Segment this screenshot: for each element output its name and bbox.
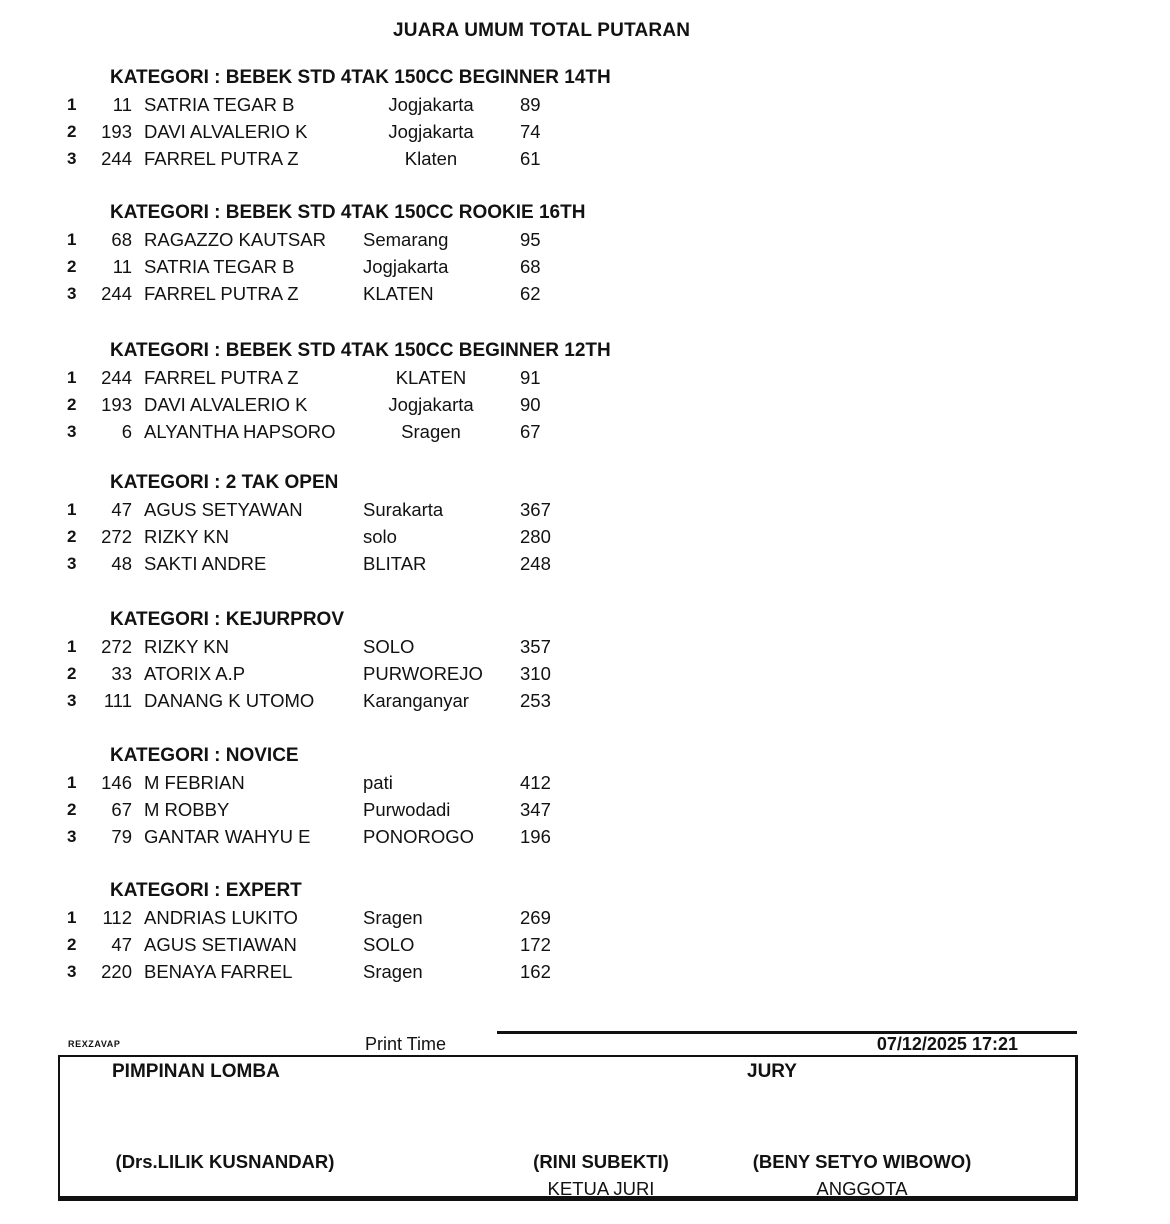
- city-cell: PURWOREJO: [363, 663, 483, 684]
- signature-role: ANGGOTA: [816, 1178, 908, 1199]
- print-time-value: 07/12/2025 17:21: [876, 1034, 1018, 1054]
- result-row: [0, 931, 1170, 958]
- rank-cell: 1: [67, 95, 77, 114]
- rank-cell: 3: [67, 827, 77, 846]
- number-cell: 244: [101, 367, 132, 388]
- points-cell: 412: [520, 772, 551, 793]
- number-cell: 244: [101, 148, 132, 169]
- rank-cell: 1: [67, 500, 77, 519]
- city-cell: Jogjakarta: [388, 121, 474, 142]
- number-cell: 111: [103, 690, 132, 711]
- city-cell: Jogjakarta: [363, 256, 449, 277]
- left-box-title: PIMPINAN LOMBA: [112, 1061, 280, 1082]
- result-row: [0, 118, 1170, 145]
- signature-right: [732, 1148, 992, 1202]
- city-cell: Sragen: [363, 961, 423, 982]
- result-row: [0, 633, 1170, 660]
- city-cell: pati: [363, 772, 393, 793]
- number-cell: 47: [111, 934, 132, 955]
- city-cell: Semarang: [363, 229, 449, 250]
- name-cell: M FEBRIAN: [144, 772, 245, 793]
- signature-name: (RINI SUBEKTI): [533, 1151, 669, 1172]
- signature-role: KETUA JURI: [547, 1178, 655, 1199]
- points-cell: 280: [520, 526, 551, 547]
- category-header: KATEGORI : NOVICE: [110, 745, 299, 766]
- city-cell: Surakarta: [363, 499, 444, 520]
- result-row: [0, 904, 1170, 931]
- points-cell: 310: [520, 663, 551, 684]
- points-cell: 89: [520, 94, 541, 115]
- city-cell: Klaten: [404, 148, 458, 169]
- name-cell: SATRIA TEGAR B: [144, 94, 295, 115]
- rank-cell: 1: [67, 908, 77, 927]
- result-row: [0, 796, 1170, 823]
- city-cell: Jogjakarta: [388, 94, 474, 115]
- number-cell: 48: [111, 553, 132, 574]
- city-cell: BLITAR: [363, 553, 427, 574]
- page-title: JUARA UMUM TOTAL PUTARAN: [393, 20, 691, 41]
- name-cell: ANDRIAS LUKITO: [144, 907, 298, 928]
- number-cell: 11: [112, 94, 132, 115]
- city-cell: solo: [363, 526, 397, 547]
- name-cell: RIZKY KN: [144, 636, 229, 657]
- rank-cell: 2: [67, 800, 77, 819]
- name-cell: AGUS SETIAWAN: [144, 934, 297, 955]
- category-section: [0, 199, 1170, 307]
- name-cell: ATORIX A.P: [144, 663, 246, 684]
- name-cell: FARREL PUTRA Z: [144, 367, 299, 388]
- result-row: [0, 660, 1170, 687]
- signature-center: [471, 1148, 731, 1202]
- rank-cell: 1: [67, 230, 77, 249]
- signature-box: [58, 1055, 1078, 1201]
- name-cell: DAVI ALVALERIO K: [144, 394, 308, 415]
- category-header: KATEGORI : EXPERT: [110, 880, 302, 901]
- points-cell: 90: [520, 394, 541, 415]
- points-cell: 91: [520, 367, 541, 388]
- city-cell: PONOROGO: [363, 826, 475, 847]
- result-row: [0, 523, 1170, 550]
- number-cell: 67: [111, 799, 132, 820]
- number-cell: 79: [111, 826, 132, 847]
- number-cell: 272: [101, 526, 132, 547]
- points-cell: 67: [520, 421, 541, 442]
- rank-cell: 1: [67, 637, 77, 656]
- rank-cell: 3: [67, 691, 77, 710]
- number-cell: 220: [101, 961, 132, 982]
- name-cell: BENAYA FARREL: [144, 961, 293, 982]
- name-cell: ALYANTHA HAPSORO: [144, 421, 336, 442]
- rank-cell: 3: [67, 962, 77, 981]
- city-cell: Sragen: [401, 421, 461, 442]
- rank-cell: 3: [67, 422, 77, 441]
- right-box-title: JURY: [747, 1061, 797, 1082]
- result-row: [0, 496, 1170, 523]
- city-cell: Jogjakarta: [388, 394, 474, 415]
- category-section: [0, 64, 1170, 172]
- name-cell: RAGAZZO KAUTSAR: [144, 229, 326, 250]
- points-cell: 172: [520, 934, 551, 955]
- rank-cell: 2: [67, 122, 77, 141]
- points-cell: 253: [520, 690, 551, 711]
- rank-cell: 3: [67, 149, 77, 168]
- city-cell: SOLO: [363, 934, 415, 955]
- name-cell: DAVI ALVALERIO K: [144, 121, 308, 142]
- number-cell: 112: [102, 907, 132, 928]
- points-cell: 357: [520, 636, 551, 657]
- number-cell: 33: [111, 663, 132, 684]
- points-cell: 95: [520, 229, 541, 250]
- points-cell: 196: [520, 826, 551, 847]
- name-cell: M ROBBY: [144, 799, 230, 820]
- points-cell: 269: [520, 907, 551, 928]
- name-cell: FARREL PUTRA Z: [144, 283, 299, 304]
- signature-name: (BENY SETYO WIBOWO): [752, 1151, 972, 1172]
- rank-cell: 3: [67, 284, 77, 303]
- number-cell: 193: [101, 394, 132, 415]
- points-cell: 367: [520, 499, 551, 520]
- category-header: KATEGORI : BEBEK STD 4TAK 150CC BEGINNER 14TH: [110, 67, 611, 88]
- result-row: [0, 687, 1170, 714]
- rank-cell: 2: [67, 527, 77, 546]
- result-row: [0, 958, 1170, 985]
- name-cell: SATRIA TEGAR B: [144, 256, 295, 277]
- category-section: [0, 337, 1170, 445]
- category-section: [0, 469, 1170, 577]
- city-cell: KLATEN: [363, 283, 434, 304]
- points-cell: 248: [520, 553, 551, 574]
- watermark-text: REXZAVAP: [68, 1039, 121, 1049]
- result-row: [0, 253, 1170, 280]
- rank-cell: 2: [67, 664, 77, 683]
- number-cell: 47: [111, 499, 132, 520]
- result-row: [0, 391, 1170, 418]
- result-row: [0, 91, 1170, 118]
- print-time-label: Print Time: [365, 1034, 447, 1054]
- result-row: [0, 145, 1170, 172]
- points-cell: 61: [520, 148, 541, 169]
- rank-cell: 1: [67, 773, 77, 792]
- result-row: [0, 823, 1170, 850]
- result-row: [0, 280, 1170, 307]
- result-row: [0, 418, 1170, 445]
- number-cell: 68: [111, 229, 132, 250]
- category-header: KATEGORI : BEBEK STD 4TAK 150CC BEGINNER 12TH: [110, 340, 611, 361]
- number-cell: 146: [101, 772, 132, 793]
- category-header: KATEGORI : BEBEK STD 4TAK 150CC ROOKIE 16TH: [110, 202, 586, 223]
- name-cell: FARREL PUTRA Z: [144, 148, 299, 169]
- category-section: [0, 877, 1170, 985]
- points-cell: 347: [520, 799, 551, 820]
- city-cell: Sragen: [363, 907, 423, 928]
- category-section: [0, 606, 1170, 714]
- city-cell: Purwodadi: [363, 799, 451, 820]
- city-cell: Karanganyar: [363, 690, 469, 711]
- points-cell: 68: [520, 256, 541, 277]
- name-cell: AGUS SETYAWAN: [144, 499, 303, 520]
- city-cell: KLATEN: [395, 367, 467, 388]
- rank-cell: 2: [67, 395, 77, 414]
- points-cell: 162: [520, 961, 551, 982]
- rank-cell: 2: [67, 257, 77, 276]
- result-row: [0, 550, 1170, 577]
- result-row: [0, 226, 1170, 253]
- name-cell: GANTAR WAHYU E: [144, 826, 311, 847]
- signature-left: [70, 1148, 380, 1175]
- number-cell: 272: [101, 636, 132, 657]
- points-cell: 74: [520, 121, 541, 142]
- category-header: KATEGORI : 2 TAK OPEN: [110, 472, 339, 493]
- number-cell: 11: [112, 256, 132, 277]
- category-header: KATEGORI : KEJURPROV: [110, 609, 345, 630]
- rank-cell: 1: [67, 368, 77, 387]
- result-row: [0, 769, 1170, 796]
- name-cell: DANANG K UTOMO: [144, 690, 315, 711]
- points-cell: 62: [520, 283, 541, 304]
- number-cell: 6: [121, 421, 132, 442]
- signature-name: (Drs.LILIK KUSNANDAR): [115, 1151, 335, 1172]
- name-cell: RIZKY KN: [144, 526, 229, 547]
- city-cell: SOLO: [363, 636, 415, 657]
- result-row: [0, 364, 1170, 391]
- number-cell: 193: [101, 121, 132, 142]
- rank-cell: 2: [67, 935, 77, 954]
- name-cell: SAKTI ANDRE: [144, 553, 267, 574]
- number-cell: 244: [101, 283, 132, 304]
- category-section: [0, 742, 1170, 850]
- rank-cell: 3: [67, 554, 77, 573]
